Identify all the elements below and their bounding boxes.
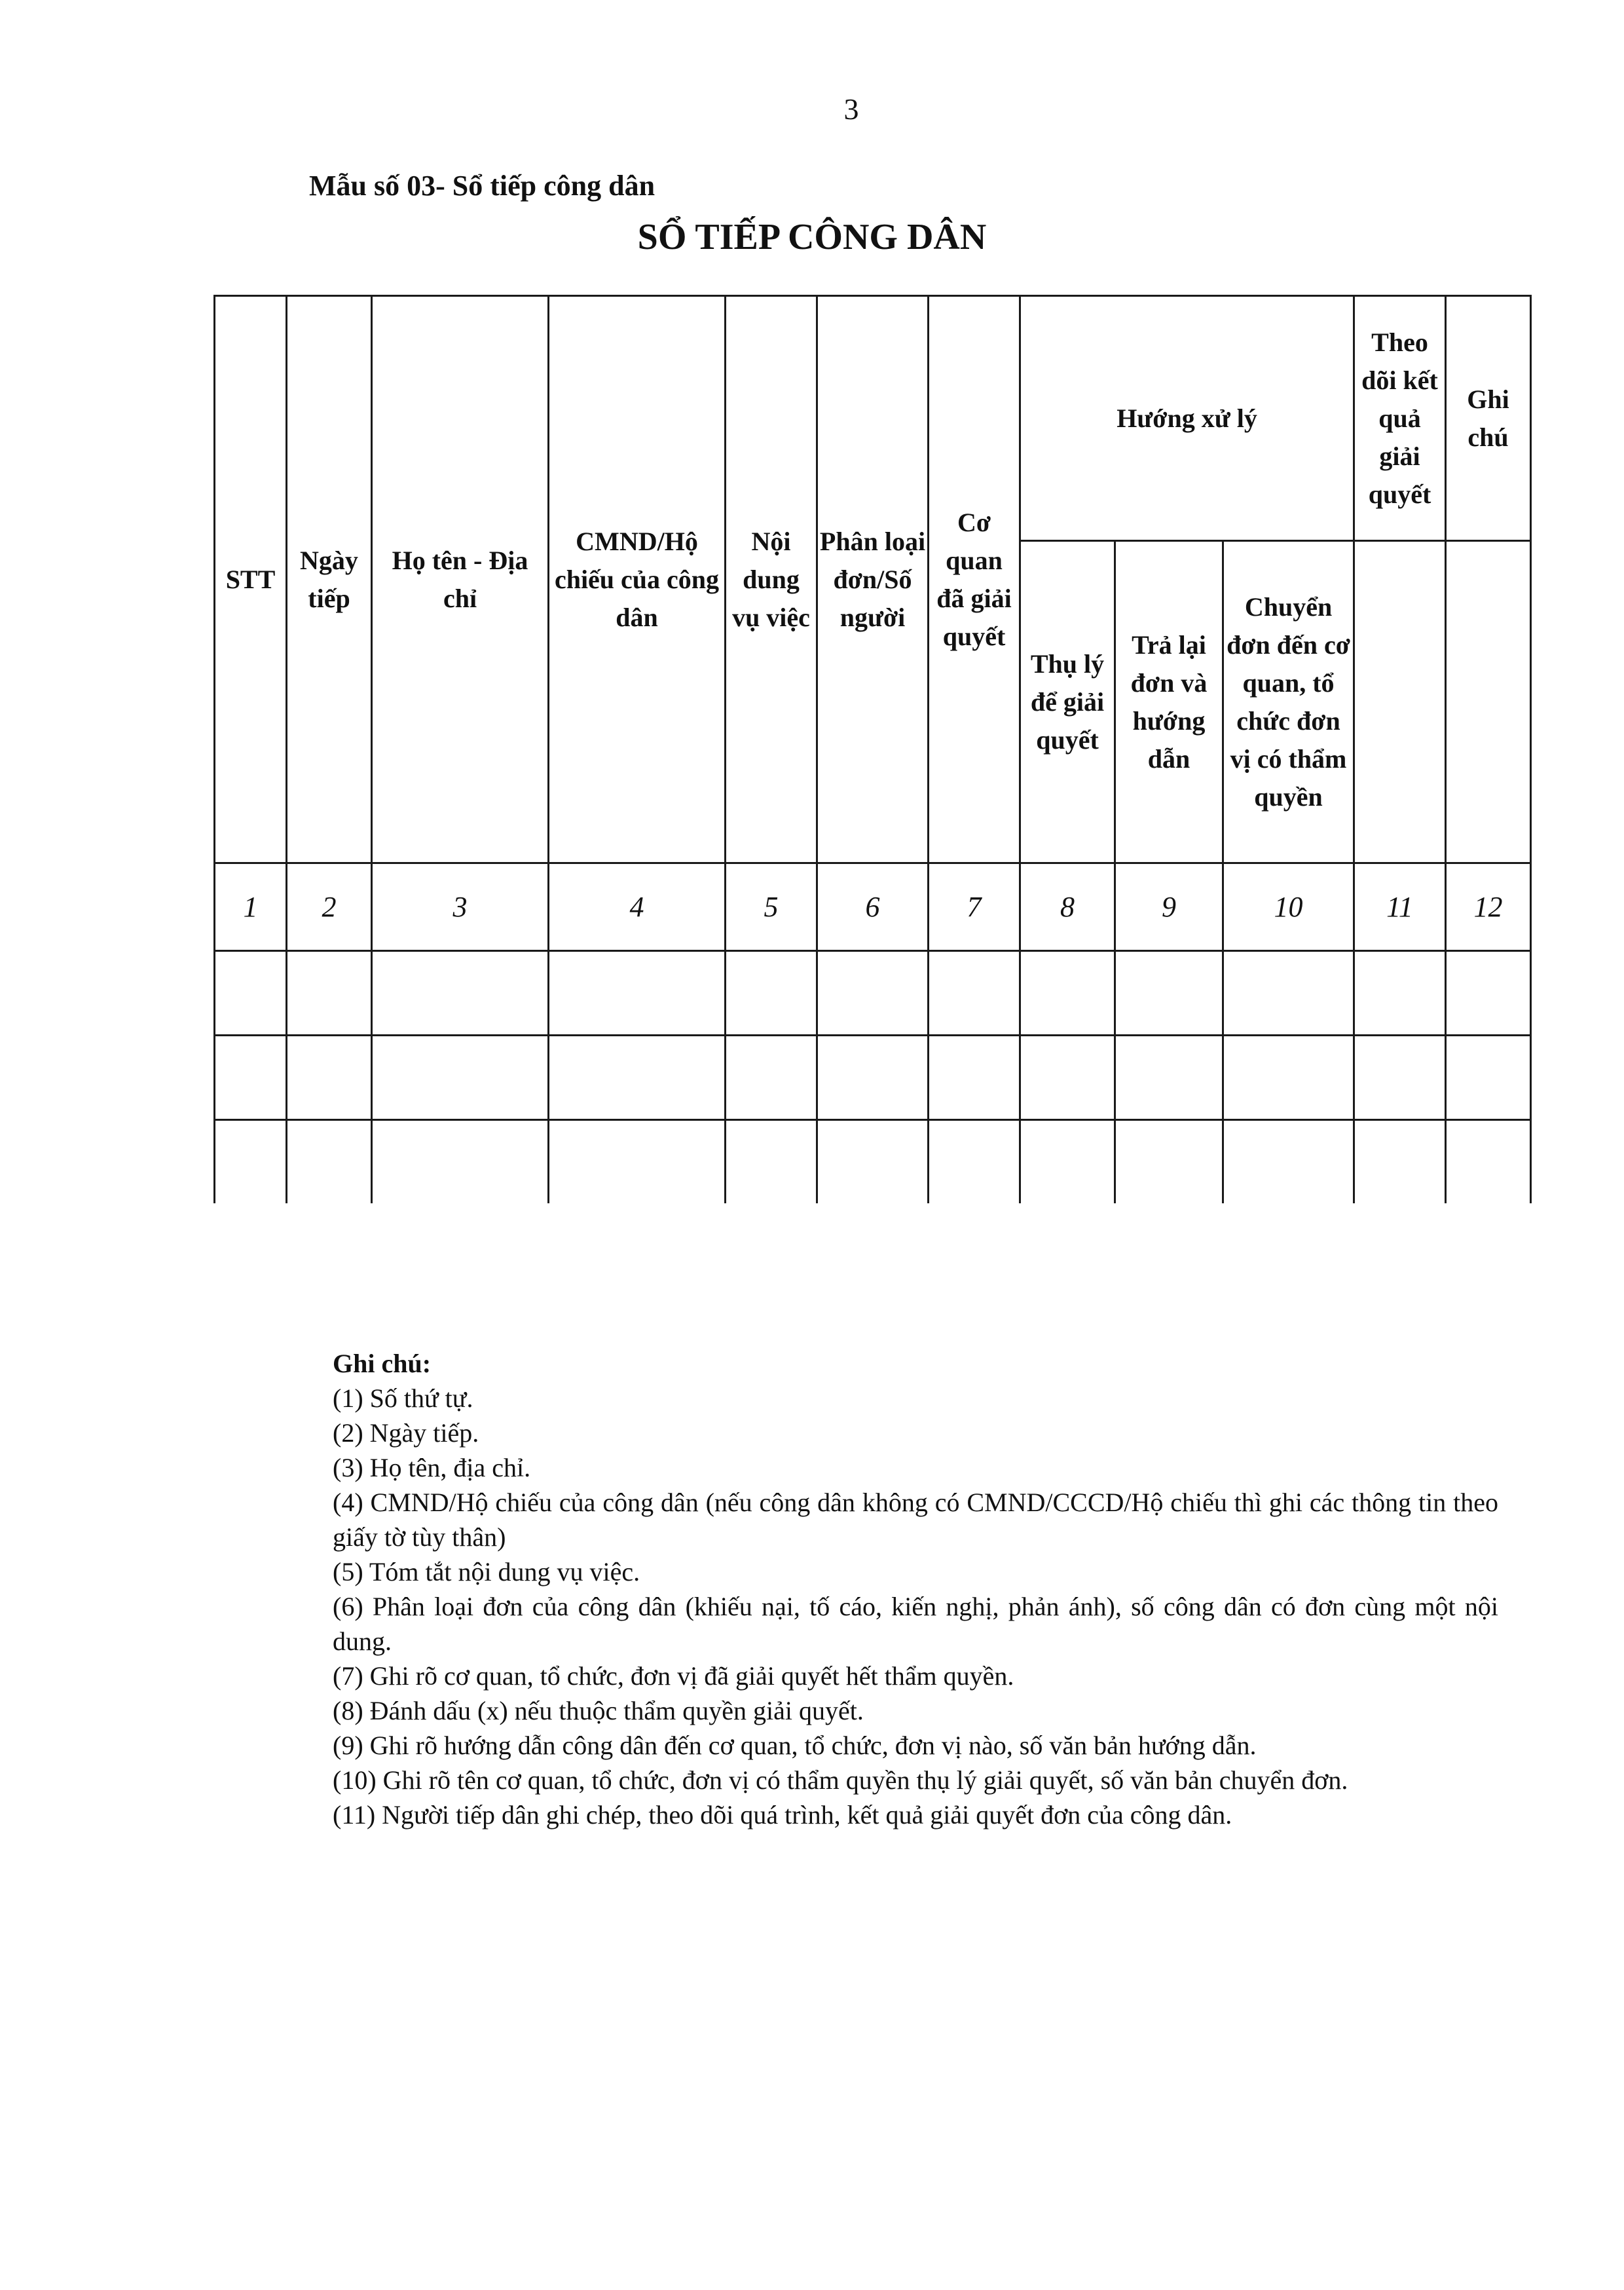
ledger-table [213, 295, 1532, 1203]
notes-title: Ghi chú: [333, 1349, 432, 1378]
header-phan-loai-don: Phân loại đơn/Số người [817, 296, 929, 863]
column-number: 1 [215, 863, 287, 951]
header-chuyen-don: Chuyển đơn đến cơ quan, tổ chức đơn vị có thẩm quyền [1223, 541, 1354, 863]
header-theo-doi-ket-qua: Theo dõi kết quả giải quyết [1354, 296, 1446, 541]
column-number: 8 [1020, 863, 1115, 951]
column-number-row [215, 863, 1531, 951]
header-thu-ly: Thụ lý để giải quyết [1020, 541, 1115, 863]
column-number: 11 [1354, 863, 1446, 951]
blank-entry-row [215, 951, 1531, 1036]
note-item: (2) Ngày tiếp. [333, 1418, 479, 1448]
note-item: (9) Ghi rõ hướng dẫn công dân đến cơ quan, tổ chức, đơn vị nào, số văn bản hướng dẫn. [333, 1731, 1257, 1760]
header-ghi-chu-empty [1446, 541, 1531, 863]
note-item: (4) CMND/Hộ chiếu của công dân (nếu công dân không có CMND/CCCD/Hộ chiếu thì ghi các thông tin theo giấy tờ tùy thân) [333, 1488, 1498, 1552]
note-item: (1) Số thứ tự. [333, 1383, 473, 1413]
note-item: (8) Đánh dấu (x) nếu thuộc thẩm quyền giải quyết. [333, 1696, 864, 1725]
note-item: (5) Tóm tắt nội dung vụ việc. [333, 1557, 640, 1586]
column-number: 12 [1446, 863, 1531, 951]
note-item: (3) Họ tên, địa chỉ. [333, 1453, 531, 1482]
header-huong-xu-ly: Hướng xử lý [1020, 296, 1354, 541]
column-number: 4 [549, 863, 726, 951]
header-ghi-chu: Ghi chú [1446, 296, 1531, 541]
column-number: 5 [726, 863, 817, 951]
column-number: 7 [929, 863, 1020, 951]
header-theo-doi-empty [1354, 541, 1446, 863]
header-noi-dung-vu-viec: Nội dung vụ việc [726, 296, 817, 863]
column-number: 10 [1223, 863, 1354, 951]
header-co-quan-da-giai-quyet: Cơ quan đã giải quyết [929, 296, 1020, 863]
blank-entry-row [215, 1120, 1531, 1204]
column-number: 6 [817, 863, 929, 951]
note-item: (11) Người tiếp dân ghi chép, theo dõi quá trình, kết quả giải quyết đơn của công dân. [333, 1800, 1232, 1830]
page-number: 3 [843, 92, 859, 126]
header-ngay-tiep: Ngày tiếp [287, 296, 372, 863]
header-tra-lai-don: Trả lại đơn và hướng dẫn [1115, 541, 1223, 863]
header-cmnd-ho-chieu: CMND/Hộ chiếu của công dân [549, 296, 726, 863]
citizen-reception-table [213, 295, 1509, 1209]
notes-section [333, 1346, 1498, 1832]
column-number: 3 [372, 863, 549, 951]
document-title: SỔ TIẾP CÔNG DÂN [637, 217, 987, 257]
header-ho-ten-dia-chi: Họ tên - Địa chỉ [372, 296, 549, 863]
column-number: 2 [287, 863, 372, 951]
header-stt: STT [215, 296, 287, 863]
blank-entry-row [215, 1036, 1531, 1120]
form-label: Mẫu số 03- Sổ tiếp công dân [309, 170, 655, 202]
note-item: (10) Ghi rõ tên cơ quan, tổ chức, đơn vị có thẩm quyền thụ lý giải quyết, số văn bản chuyển đơn. [333, 1765, 1348, 1795]
column-number: 9 [1115, 863, 1223, 951]
note-item: (6) Phân loại đơn của công dân (khiếu nại, tố cáo, kiến nghị, phản ánh), số công dân có đơn cùng một nội dung. [333, 1592, 1498, 1656]
note-item: (7) Ghi rõ cơ quan, tổ chức, đơn vị đã giải quyết hết thẩm quyền. [333, 1661, 1014, 1691]
